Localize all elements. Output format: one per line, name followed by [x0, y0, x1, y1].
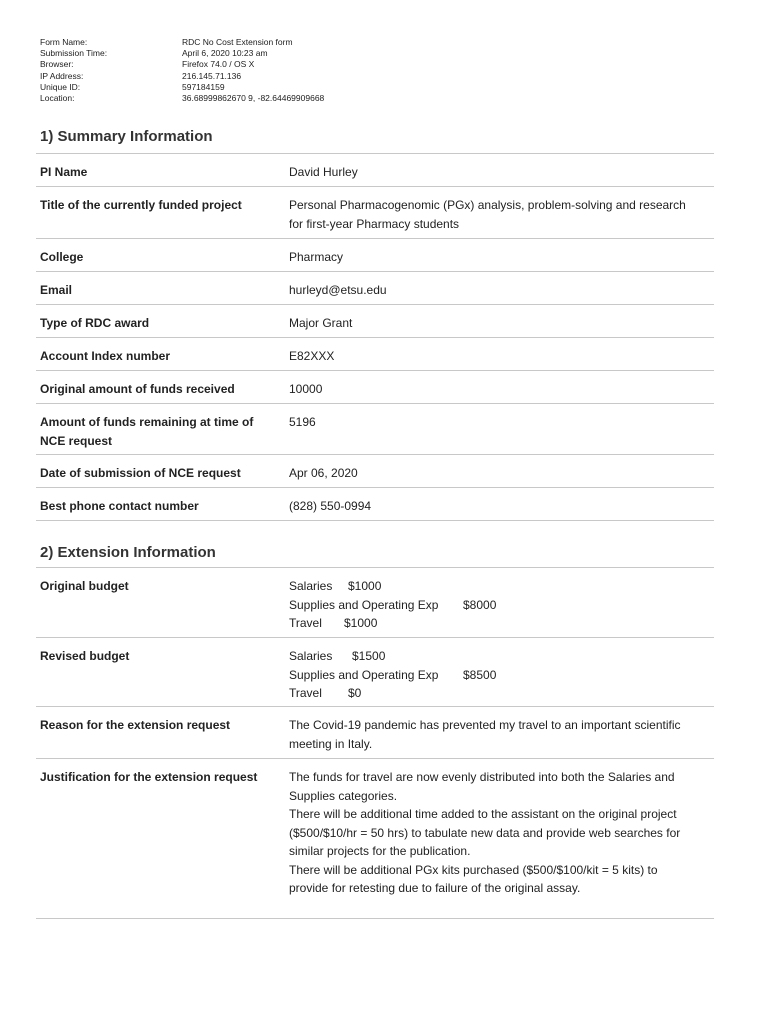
table-row: [36, 455, 714, 488]
field-label: Original amount of funds received: [40, 382, 235, 396]
table-row: [36, 305, 714, 338]
field-value: Apr 06, 2020: [289, 466, 358, 480]
field-value: (828) 550-0994: [289, 499, 372, 513]
table-row: [36, 272, 714, 305]
value-line: The funds for travel are now evenly distributed into both the Salaries and: [289, 770, 675, 784]
field-value: 10000: [289, 382, 323, 396]
extension-section-title: 2) Extension Information: [40, 544, 216, 561]
value-line: The Covid-19 pandemic has prevented my travel to an important scientific: [289, 718, 681, 732]
summary-section-title: 1) Summary Information: [40, 128, 213, 145]
meta-value: RDC No Cost Extension form: [182, 37, 293, 47]
budget-item-amount: $1000: [344, 616, 378, 630]
field-label: Email: [40, 283, 73, 297]
label-line: Amount of funds remaining at time of: [40, 415, 254, 429]
summary-table: [36, 153, 714, 521]
meta-location: [40, 93, 324, 104]
table-row: [36, 568, 714, 638]
value-line: similar projects for the publication.: [289, 844, 471, 858]
field-value: 5196: [289, 415, 316, 429]
meta-value: 216.145.71.136: [182, 70, 242, 81]
value-line: ($500/$10/hr = 50 hrs) to tabulate new data and provide web searches for: [289, 825, 681, 840]
value-line: Supplies categories.: [289, 788, 398, 803]
budget-line-supplies: [289, 596, 710, 615]
table-row: [36, 759, 714, 919]
meta-ip-address: [40, 71, 324, 82]
field-label: Type of RDC award: [40, 316, 150, 330]
field-label: [40, 413, 289, 454]
value-line: provide for retesting due to failure of the original assay.: [289, 881, 581, 895]
field-label: Date of submission of NCE request: [40, 466, 241, 480]
meta-value: 597184159: [182, 81, 225, 92]
revised-budget-values: [289, 647, 710, 706]
meta-label: Location:: [40, 93, 75, 104]
budget-line-salaries: [289, 647, 710, 666]
budget-item-name: Supplies and Operating Exp: [289, 597, 439, 612]
field-value: Pharmacy: [289, 250, 344, 264]
value-line: There will be additional time added to the assistant on the original project: [289, 807, 677, 821]
budget-item-amount: $8500: [463, 667, 497, 682]
budget-item-amount: $1000: [348, 579, 382, 593]
table-row: [36, 187, 714, 239]
label-line: NCE request: [40, 433, 113, 448]
field-label: Best phone contact number: [40, 499, 199, 513]
meta-label: Browser:: [40, 59, 74, 70]
meta-value: 36.68999862670 9, -82.64469909668: [182, 93, 325, 104]
meta-unique-id: [40, 82, 324, 93]
budget-item-amount: $8000: [463, 597, 497, 612]
table-row: [36, 338, 714, 371]
table-row: [36, 488, 714, 521]
meta-value: Firefox 74.0 / OS X: [182, 59, 255, 70]
value-line: for first-year Pharmacy students: [289, 216, 460, 231]
field-value: David Hurley: [289, 165, 358, 179]
field-label: PI Name: [40, 165, 88, 179]
meta-label: Form Name:: [40, 37, 88, 47]
budget-item-name: Salaries: [289, 649, 333, 663]
budget-item-name: Supplies and Operating Exp: [289, 667, 439, 682]
field-label: Title of the currently funded project: [40, 198, 242, 212]
table-row: [36, 154, 714, 187]
budget-item-amount: $0: [348, 686, 362, 700]
field-value: hurleyd@etsu.edu: [289, 283, 387, 297]
meta-submission-time: [40, 48, 324, 59]
table-row: [36, 371, 714, 404]
table-row: [36, 404, 714, 455]
budget-line-travel: [289, 684, 710, 703]
field-label: Reason for the extension request: [40, 718, 231, 732]
budget-item-name: Salaries: [289, 579, 333, 593]
field-label: Justification for the extension request: [40, 770, 258, 784]
meta-browser: [40, 59, 324, 70]
field-label: College: [40, 250, 84, 264]
meta-value: April 6, 2020 10:23 am: [182, 48, 268, 59]
value-line: Personal Pharmacogenomic (PGx) analysis, problem-solving and research: [289, 198, 686, 212]
budget-item-name: Travel: [289, 616, 322, 630]
table-row: [36, 638, 714, 707]
table-row: [36, 239, 714, 272]
table-row: [36, 707, 714, 759]
field-value: [289, 196, 710, 238]
field-label: Account Index number: [40, 349, 171, 363]
budget-line-supplies: [289, 666, 710, 685]
budget-line-salaries: [289, 577, 710, 596]
field-label: Original budget: [40, 579, 129, 593]
meta-label: Submission Time:: [40, 48, 108, 59]
field-value: [289, 716, 710, 758]
original-budget-values: [289, 577, 710, 637]
value-line: meeting in Italy.: [289, 736, 373, 751]
budget-line-travel: [289, 614, 710, 633]
field-value: Major Grant: [289, 316, 353, 330]
submission-metadata: [40, 37, 324, 104]
meta-label: Unique ID:: [40, 81, 81, 92]
field-value: E82XXX: [289, 349, 335, 363]
extension-table: [36, 567, 714, 919]
budget-item-amount: $1500: [352, 649, 386, 663]
meta-label: IP Address:: [40, 70, 84, 81]
meta-form-name: [40, 37, 324, 48]
field-value: [289, 768, 710, 918]
field-label: Revised budget: [40, 649, 130, 663]
budget-item-name: Travel: [289, 686, 322, 700]
value-line: There will be additional PGx kits purchased ($500/$100/kit = 5 kits) to: [289, 862, 658, 877]
